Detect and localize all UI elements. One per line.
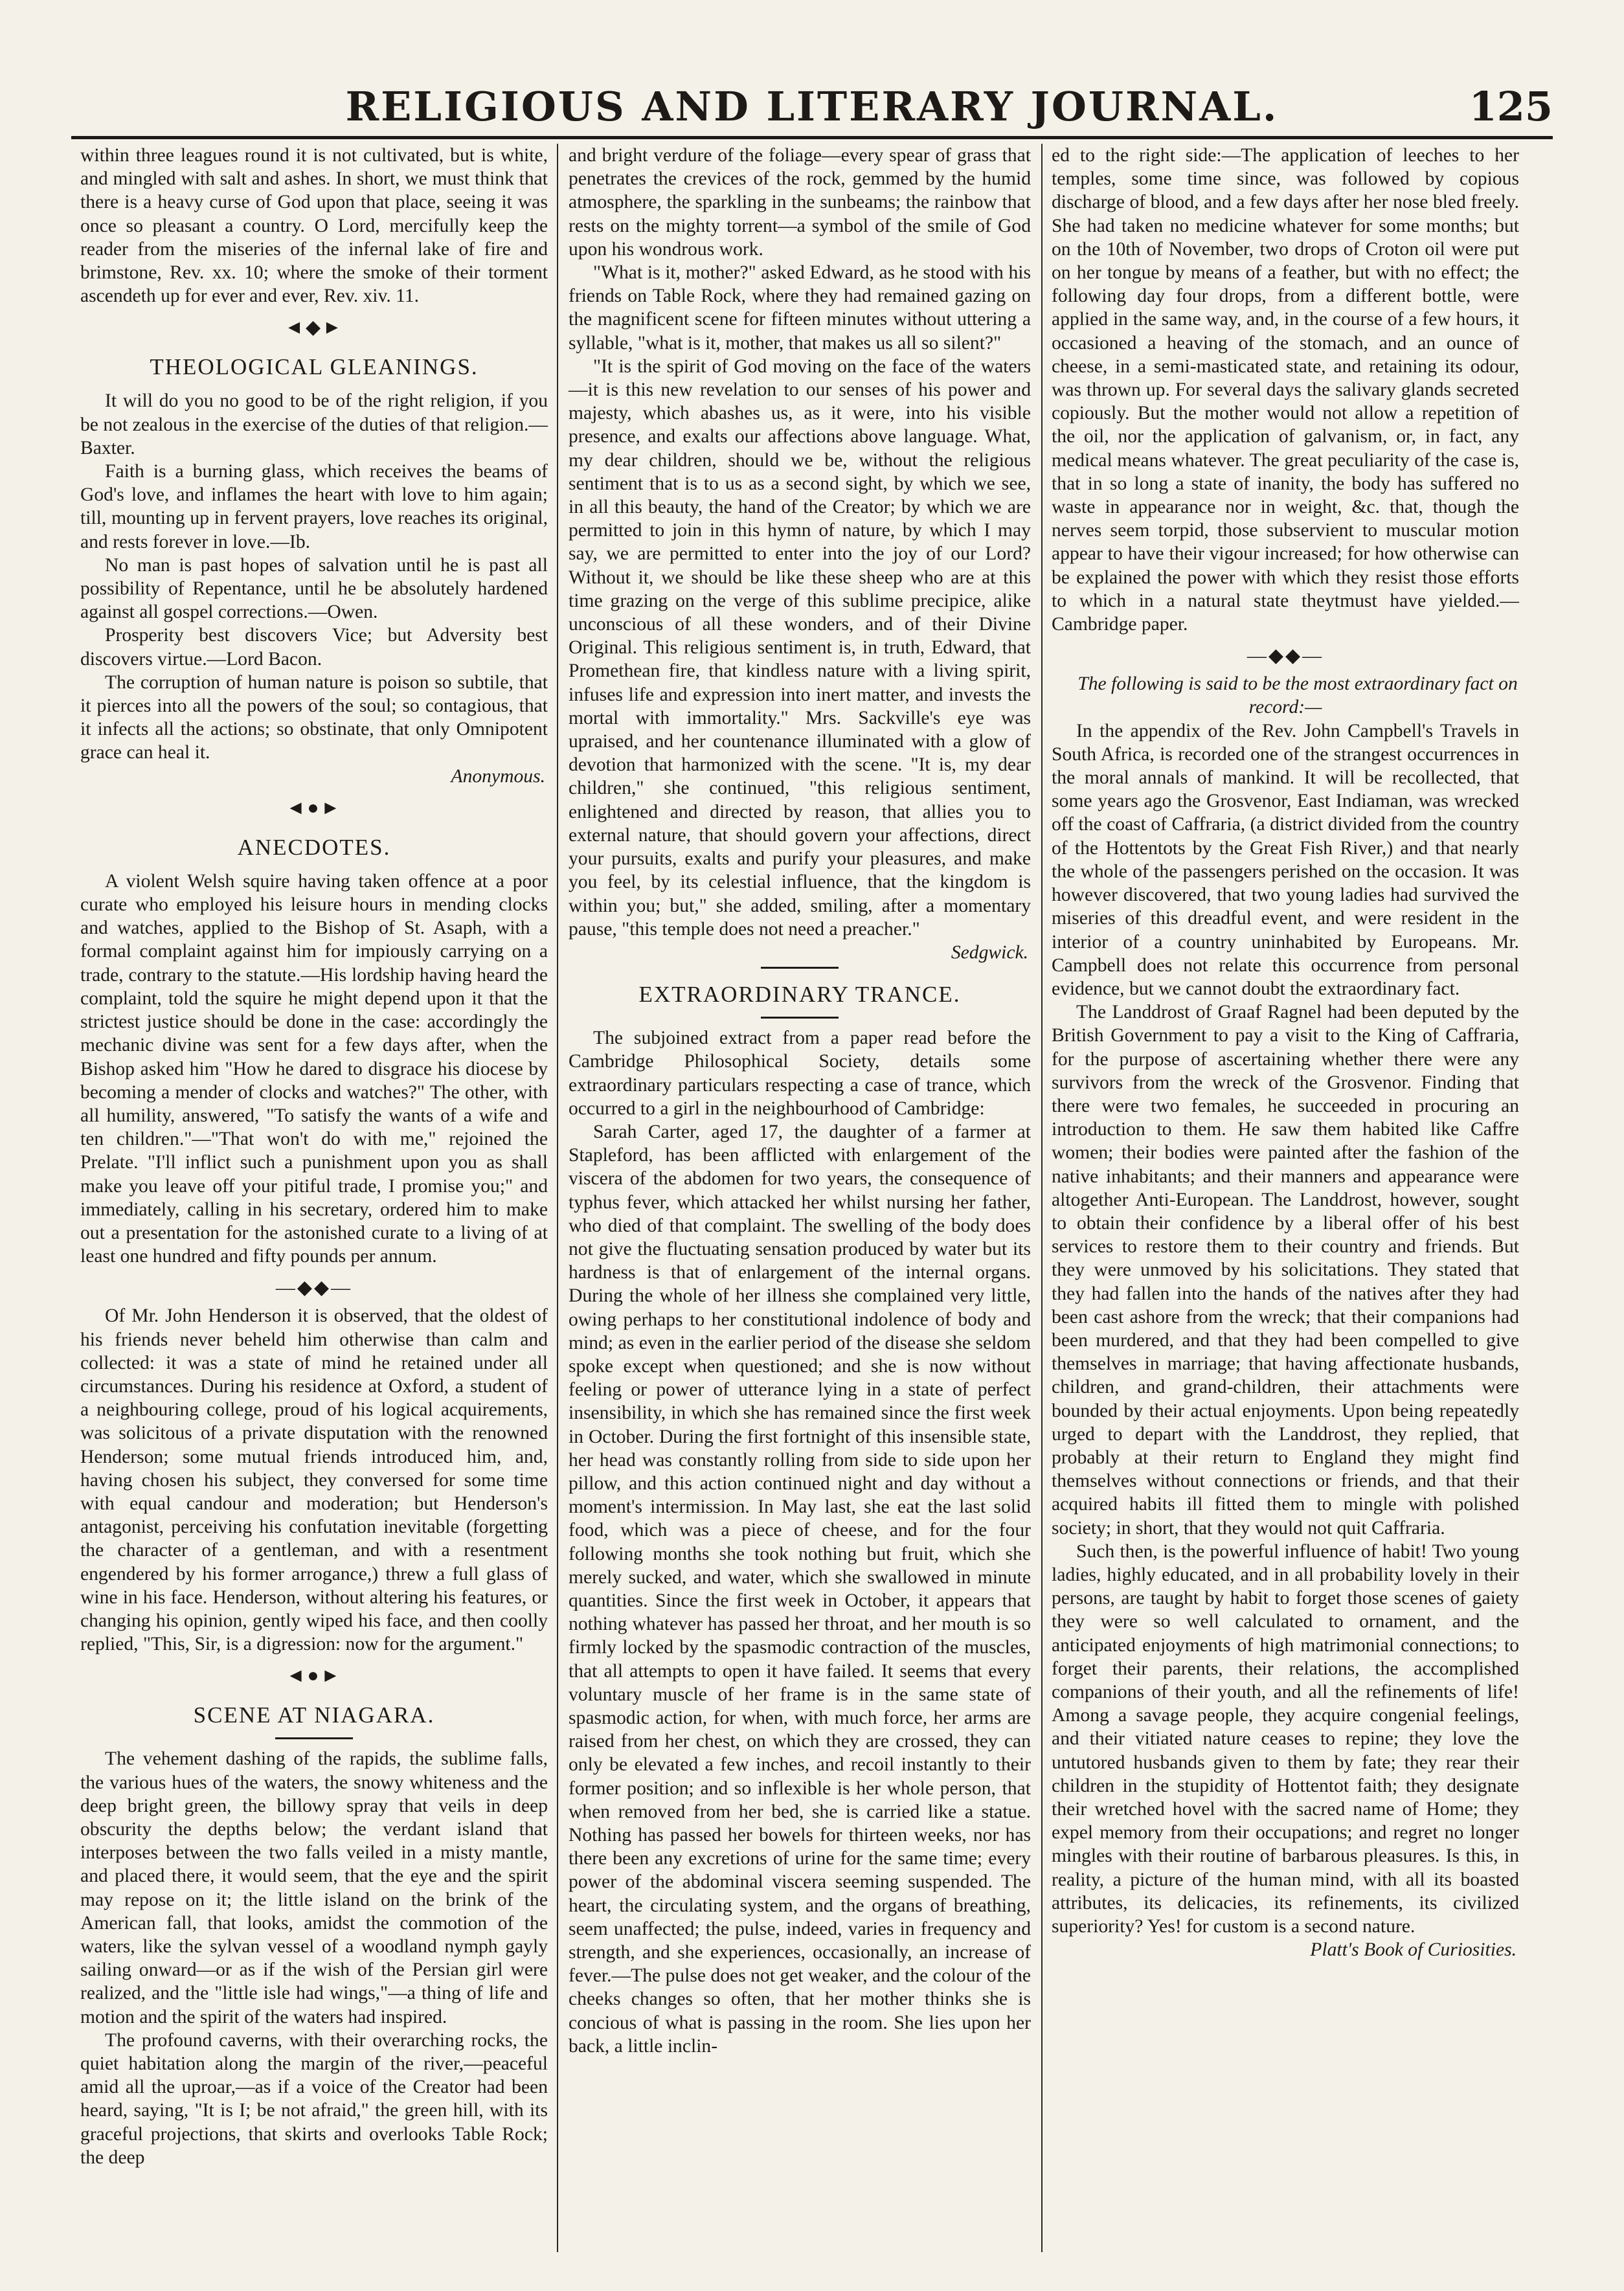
niagara-continued: and bright verdure of the foliage—every spear of grass that penetrates the crevices of the rock, gemmed by the humid atmosphere, the sparkling in the sunbeams; the rainbow that rests on the mighty torrent—a symbol of the smile of God upon his wondrous work.	[569, 145, 1031, 260]
intro-paragraph: within three leagues round it is not cultivated, but is white, and mingled with salt and ashes. In short, we must think that there is a heavy curse of God upon that place, seeing it was once so pleasant a country. O Lord, mercifully keep the reader from the miseries of the infernal lake of fire and brimstone, Rev. xx. 10; where the smoke of their torment ascendeth up for ever and ever, Rev. xiv. 11.	[80, 145, 548, 307]
attribution: Anonymous.	[451, 765, 545, 787]
column-1	[71, 144, 557, 2252]
ornament-divider: ◄◆►	[284, 317, 344, 339]
ornament-divider: ◄●►	[286, 796, 343, 818]
column-2	[557, 144, 1043, 2252]
section-heading-trance: EXTRAORDINARY TRANCE.	[638, 982, 961, 1008]
section-rule	[761, 967, 839, 969]
trance-paragraph: The subjoined extract from a paper read before the Cambridge Philosophical Society, details some extraordinary particulars respecting a case of trance, which occurred to a girl in the neighbourhood of Cambridge:	[569, 1028, 1031, 1119]
anecdote-paragraph: Of Mr. John Henderson it is observed, that the oldest of his friends never beheld him otherwise than calm and collected: it was a state of mind he retained under all circumstances. During his residence at Oxford, a student of a neighbouring college, proud of his logical acquirements, was solicitous of a private disputation with the renowned Henderson; some mutual friends introduced him, and, having chosen his subject, they conversed for some time with equal candour and moderation; but Henderson's antagonist, perceiving his confutation inevitable (forgetting the character of a gentleman, and with a resentment engendered by his former arrogance,) threw a full glass of wine in his face. Henderson, without altering his features, or changing his opinion, gently wiped his face, and then coolly replied, "This, Sir, is a digression: now for the argument."	[80, 1305, 548, 1655]
article-columns	[71, 144, 1553, 2252]
ornament-divider: ◄●►	[286, 1665, 343, 1687]
gleaning-paragraph: No man is past hopes of salvation until he is past all possibility of Repentance, until he be absolutely hardened against all gospel corrections.—Owen.	[80, 554, 548, 623]
gleaning-paragraph: It will do you no good to be of the right religion, if you be not zealous in the exercise of the duties of that religion.—Baxter.	[80, 390, 548, 458]
journal-title: RELIGIOUS AND LITERARY JOURNAL.	[345, 83, 1279, 130]
ornament-divider: —◆◆—	[1246, 645, 1324, 667]
niagara-paragraph: The profound caverns, with their overarching rocks, the quiet habitation along the margin of the river,—peaceful amid all the uproar,—as if a voice of the Creator had been heard, saying, "It is I; be not afraid," the green hill, with its graceful projections, that skirts and overlooks Table Rock; the deep	[80, 2029, 548, 2168]
attribution: Sedgwick.	[951, 942, 1028, 963]
fact-paragraph: The Landdrost of Graaf Ragnel had been deputed by the British Government to pay a visit to the King of Caffraria, for the purpose of ascertaining whether there were any survivors from the wreck of the Grosvenor. Finding that there were two females, he succeeded in procuring an introduction to them. He saw them habited like Caffre women; their bodies were painted after the fashion of the native inhabitants; and their manners and appearance were altogether Anti-European. The Landdrost, however, sought to obtain their confidence by a liberal offer of his best services to restore them to their country and friends. But they were unmoved by his solicitations. They stated that they had fallen into the hands of the natives after they had been cast ashore from the wreck; that their companions had been murdered, and that they had been compelled to give themselves in marriage; that having affectionate husbands, children, and grand-children, their attachments were bounded by their actual enjoyments. Upon being repeatedly urged to depart with the Landdrost, they replied, that probably at their return to England they might find themselves without connections or friends, and that their acquired habits ill fitted them to mingle with polished society; in short, that they would not quit Caffraria.	[1052, 1002, 1519, 1539]
section-heading-theological: THEOLOGICAL GLEANINGS.	[150, 354, 479, 380]
gleaning-paragraph: Faith is a burning glass, which receives the beams of God's love, and inflames the heart with love to him again; till, mounting up in fervent prayers, love reaches its original, and rests forever in love.—Ib.	[80, 461, 548, 552]
niagara-paragraph: "It is the spirit of God moving on the face of the waters—it is this new revelation to our senses of his power and majesty, which abashes us, as it were, into his visible presence, and exalts our affections above language. What, my dear children, should we be, without the religious sentiment that is to us as a second sight, by which we see, in all this beauty, the hand of the Creator; by which we are permitted to join in this hymn of nature, by which I may say, we are permitted to enter into the joy of our Lord? Without it, we should be like these sheep who are at this time grazing on the verge of this sublime precipice, alike unconscious of all these wonders, and of their Divine Original. This religious sentiment is, in truth, Edward, that Promethean fire, that kindless nature with a living spirit, infuses life and expression into inert matter, and invests the mortal with immortality." Mrs. Sackville's eye was upraised, and her countenance illuminated with a glow of devotion that harmonized with the scene. "It is, my dear children," she continued, "this religious sentiment, enlightened and directed by reason, that allies you to external nature, that should govern your affections, direct your pursuits, exalts and purify your pleasures, and make you feel, by its celestial influence, that the kingdom is within you; but," she added, smiling, after a momentary pause, "this temple does not need a preacher."	[569, 356, 1031, 940]
ornament-divider: —◆◆—	[275, 1277, 353, 1299]
heading-rule	[761, 1017, 839, 1019]
gleaning-paragraph: The corruption of human nature is poison so subtile, that it pierces into all the powers of the soul; so contagious, that it infects all the actions; so obstinate, that only Omnipotent grace can heal it.	[80, 672, 548, 763]
gleaning-paragraph: Prosperity best discovers Vice; but Adversity best discovers virtue.—Lord Bacon.	[80, 625, 548, 670]
heading-rule	[275, 1737, 353, 1739]
fact-paragraph: Such then, is the powerful influence of habit! Two young ladies, highly educated, and in all probability lovely in their persons, are taught by habit to forget those scenes of gaiety they were so well calculated to ornament, and the anticipated enjoyments of high matrimonial connections; to forget their parents, their relations, the accomplished companions of their youth, and all the refinements of life! Among a savage people, they acquire congenial feelings, and their vitiated nature ceases to repine; they love the untutored husbands given to them by fate; they rear their children in the stupidity of Hottentot faith; they designate their wretched hovel with the sacred name of Home; they expel memory from their occupations; and regret no longer mingles with their routine of barbarous pleasures. Is this, in reality, a picture of the human mind, with all its boasted attributes, its delicacies, its refinements, its civilized superiority? Yes! for custom is a second nature.	[1052, 1541, 1519, 1937]
page-number: 125	[1469, 83, 1553, 130]
niagara-paragraph: The vehement dashing of the rapids, the sublime falls, the various hues of the waters, the snowy whiteness and the deep bright green, the billowy spray that veils in deep obscurity the depths below; the verdant island that interposes between the two falls veiled in a misty mantle, and placed there, it would seem, that the eye and the spirit may repose on it; the little island on the brink of the American fall, that looks, amidst the commotion of the waters, like the sylvan vessel of a woodland nymph gayly sailing onward—or as if the wish of the Persian girl were realized, and the "little isle had wings,"—a thing of life and motion and the spirit of the waters had inspired.	[80, 1748, 548, 2027]
section-heading-niagara: SCENE AT NIAGARA.	[193, 1702, 435, 1728]
extraordinary-fact-intro: The following is said to be the most extraordinary fact on record:—	[1077, 673, 1518, 718]
column-3	[1043, 144, 1528, 2252]
section-heading-anecdotes: ANECDOTES.	[237, 834, 391, 860]
attribution: Platt's Book of Curiosities.	[1310, 1939, 1517, 1961]
anecdote-paragraph: A violent Welsh squire having taken offence at a poor curate who employed his leisure hours in mending clocks and watches, applied to the Bishop of St. Asaph, with a formal complaint against him for impiously carrying on a trade, contrary to the statute.—His lordship having heard the complaint, told the squire he might depend upon it that the strictest justice should be done in the case: accordingly the mechanic divine was sent for a few days after, when the Bishop asked him "How he dared to disgrace his diocese by becoming a mender of clocks and watches?" The other, with all humility, answered, "To satisfy the wants of a wife and ten children."—"That won't do with me," rejoined the Prelate. "I'll inflict such a punishment upon you as shall make you leave off your pitiful trade, I promise you;" and immediately, calling in his secretary, ordered him to make out a presentation for the astonished curate to a living of at least one hundred and fifty pounds per annum.	[80, 870, 548, 1267]
niagara-paragraph: "What is it, mother?" asked Edward, as he stood with his friends on Table Rock, where they had remained gazing on the magnificent scene for fifteen minutes without uttering a syllable, "what is it, mother, that makes us all so silent?"	[569, 262, 1031, 354]
trance-continued: ed to the right side:—The application of leeches to her temples, some time since, was followed by copious discharge of blood, and a few days after her nose bled freely. She had taken no medicine whatever for some months; but on the 10th of November, two drops of Croton oil were put on her tongue by means of a feather, but with no effect; the following day four drops, from a different bottle, were applied in the same way, and, in the course of a few hours, it occasioned a heaving of the stomach, and an ounce of cheese, in a semi-masticated state, and retaining its odour, was thrown up. For several days the salivary glands secreted copiously. But the mother would not allow a repetition of the oil, nor the application of galvanism, or, in fact, any medical means whatever. The great peculiarity of the case is, that in so long a state of inanity, the body has suffered no waste in appearance nor in weight, &c. that, though the nerves seem torpid, those subservient to muscular motion appear to have their vigour increased; for how otherwise can be explained the power with which they resist those efforts to which in a natural state theytmust have yielded.—Cambridge paper.	[1052, 145, 1519, 635]
masthead	[71, 84, 1553, 139]
fact-paragraph: In the appendix of the Rev. John Campbell's Travels in South Africa, is recorded one of the strangest occurrences in the moral annals of mankind. It will be recollected, that some years ago the Grosvenor, East Indiaman, was wrecked off the coast of Caffraria, (a district divided from the country of the Hottentots by the Great Fish River,) and that nearly the whole of the passengers perished on the occasion. It was however discovered, that two young ladies had survived the miseries of this dreadful event, and were resident in the interior of a country uninhabited by Europeans. Mr. Campbell does not relate this occurrence from personal evidence, but we cannot doubt the extraordinary fact.	[1052, 720, 1519, 999]
trance-paragraph: Sarah Carter, aged 17, the daughter of a farmer at Stapleford, has been afflicted with enlargement of the viscera of the abdomen for two years, the consequence of typhus fever, which attacked her whilst nursing her father, who died of that complaint. The swelling of the body does not give the fluctuating sensation produced by water but its hardness is that of enlargement of the internal organs. During the whole of her illness she complained very little, owing perhaps to her constitutional indolence of body and mind; as even in the earlier period of the disease she seldom spoke except when questioned; and she is now without feeling or power of utterance lying in a state of perfect insensibility, in which she has remained since the first week in October. During the first fortnight of this insensible state, her head was constantly rolling from side to side upon her pillow, and this action continued night and day without a moment's intermission. In May last, she eat the last solid food, which was a piece of cheese, and for the four following months she took nothing but fruit, which she merely sucked, and water, which she swallowed in minute quantities. Since the first week in October, it appears that nothing whatever has passed her throat, and her mouth is so firmly locked by the spasmodic contraction of the muscles, that all attempts to open it have failed. It seems that every voluntary muscle of her frame is in the same state of spasmodic action, for when, with much force, her arms are raised from her chest, on which they are crossed, they can only be elevated a few inches, and recoil instantly to their former position; and so inflexible is her whole person, that when removed from her bed, she is carried like a statue. Nothing has passed her bowels for thirteen weeks, nor has there been any excretions of urine for the same time; every power of the abdominal viscera seeming suspended. The heart, the circulating system, and the organs of breathing, seem unaffected; the pulse, indeed, varies in frequency and strength, and she experiences, occasionally, an increase of fever.—The pulse does not get weaker, and the colour of the cheeks changes so often, that her mother thinks she is concious of what is passing in the room. She lies upon her back, a little inclin-	[569, 1121, 1031, 2057]
